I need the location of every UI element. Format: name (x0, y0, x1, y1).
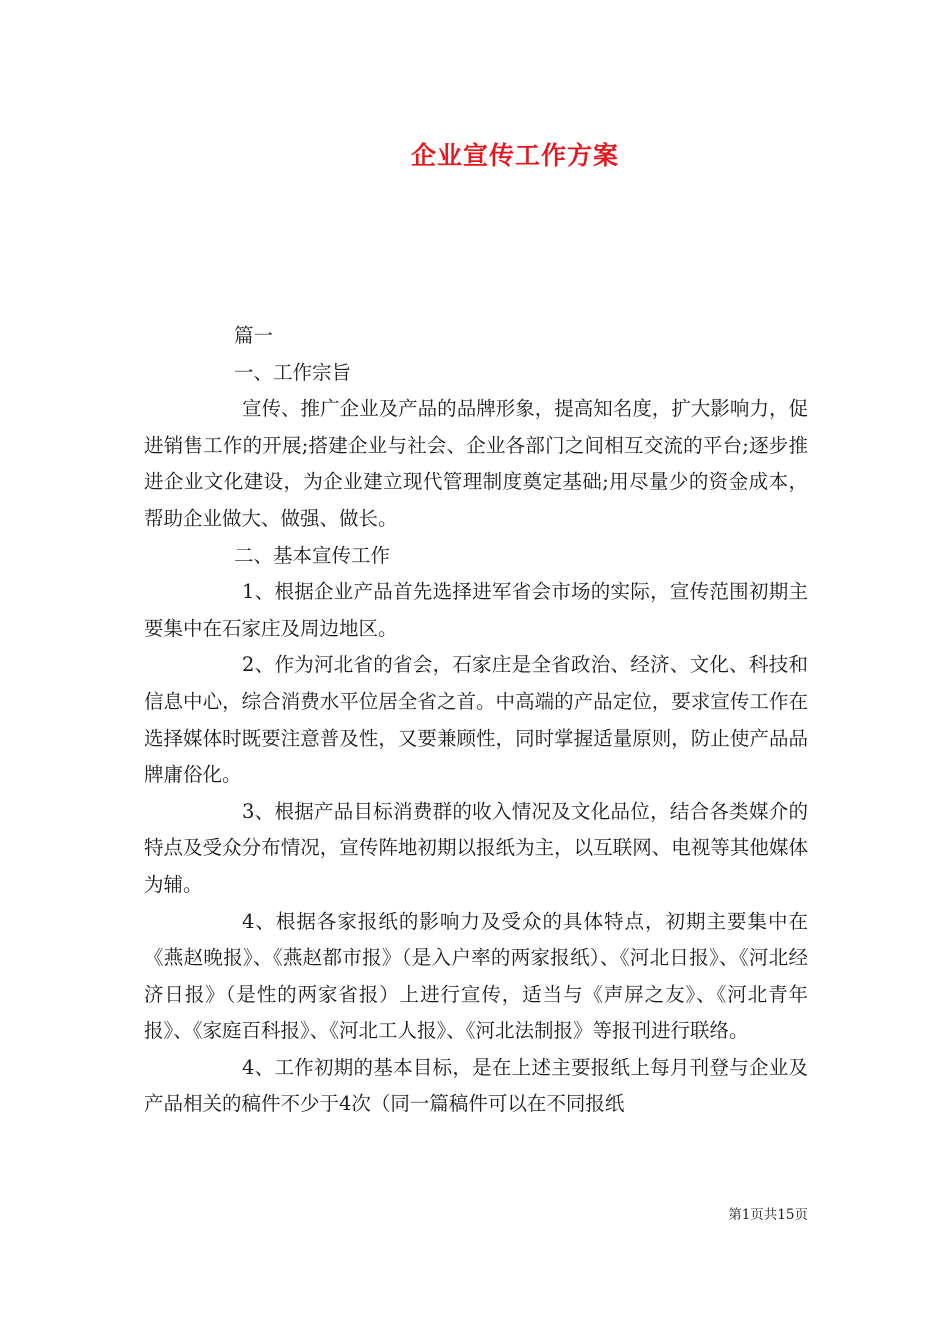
paragraph: 2、作为河北省的省会，石家庄是全省政治、经济、文化、科技和信息中心，综合消费水平位居全省之首。中高端的产品定位，要求宣传工作在选择媒体时既要注意普及性，又要兼顾性，同时掌握适量原则，防止使产品品牌庸俗化。 (144, 653, 808, 787)
paragraph: 3、根据产品目标消费群的收入情况及文化品位，结合各类媒介的特点及受众分布情况，宣传阵地初期以报纸为主，以互联网、电视等其他媒体为辅。 (144, 799, 808, 896)
document-body (144, 318, 808, 1123)
paragraph: 1、根据企业产品首先选择进军省会市场的实际，宣传范围初期主要集中在石家庄及周边地区。 (144, 580, 808, 640)
paragraph: 篇一 (234, 324, 274, 347)
paragraph: 宣传、推广企业及产品的品牌形象，提高知名度，扩大影响力，促进销售工作的开展;搭建企业与社会、企业各部门之间相互交流的平台;逐步推进企业文化建设，为企业建立现代管理制度奠定基础;用尽量少的资金成本，帮助企业做大、做强、做长。 (144, 397, 808, 530)
paragraph: 一、工作宗旨 (234, 360, 352, 384)
document-title: 企业宣传工作方案 (410, 141, 619, 170)
paragraph: 二、基本宣传工作 (234, 543, 391, 567)
paragraph: 4、工作初期的基本目标，是在上述主要报纸上每月刊登与企业及产品相关的稿件不少于4次（同一篇稿件可以在不同报纸 (144, 1055, 808, 1116)
paragraph: 4、根据各家报纸的影响力及受众的具体特点，初期主要集中在《燕赵晚报》、《燕赵都市报》（是入户率的两家报纸）、《河北日报》、《河北经济日报》（是性的两家省报）上进行宣传，适当与《声屏之友》、《河北青年报》、《家庭百科报》、《河北工人报》、《河北法制报》等报刊进行联络。 (144, 909, 808, 1043)
page-number-footer: 第1页共15页 (728, 1207, 808, 1223)
